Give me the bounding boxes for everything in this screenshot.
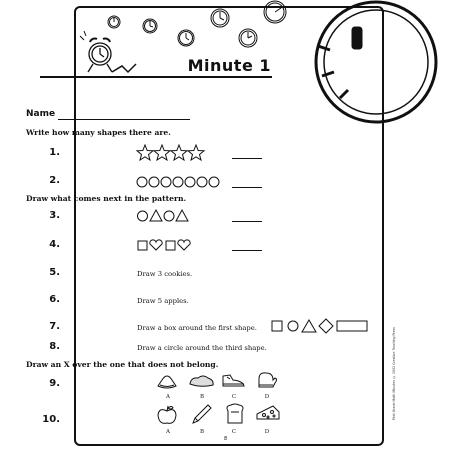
hat-icon (158, 376, 176, 388)
choice-b-label: B (199, 429, 205, 435)
item-4-number: 4. (49, 239, 60, 250)
apple-icon (158, 406, 176, 423)
item-2-number: 2. (49, 175, 60, 186)
pattern-circle-triangle (137, 209, 207, 223)
choice-b-label: B (199, 394, 205, 400)
pattern-square-heart (137, 239, 207, 253)
item-7-text: Draw a box around the first shape. (137, 324, 257, 332)
name-label: Name (26, 109, 56, 119)
choice-a-label: A (166, 394, 170, 400)
choice-c-label: C (231, 429, 237, 435)
item-9-number: 9. (49, 378, 60, 389)
title-underline (40, 76, 272, 78)
shoe-icon (190, 376, 213, 386)
toast-icon (227, 404, 243, 423)
page-number: 8 (224, 436, 228, 442)
item-3-answer-blank[interactable] (232, 221, 262, 222)
page-title: Minute 1 (187, 56, 271, 75)
item-6-text: Draw 5 apples. (137, 297, 189, 305)
choice-d-label: D (264, 429, 270, 435)
item-1-number: 1. (49, 147, 60, 158)
odd-instruction: Draw an X over the one that does not belong. (26, 360, 219, 369)
item-9-pictures (155, 370, 285, 392)
small-clock-icon (108, 1, 286, 47)
item-8-number: 8. (49, 341, 60, 352)
circle-shapes (137, 176, 227, 190)
choice-d-label: D (264, 394, 270, 400)
cheese-icon (257, 406, 279, 419)
alarm-clock-icon (80, 31, 136, 72)
pencil-icon (193, 405, 211, 423)
pattern-instruction: Draw what comes next in the pattern. (26, 194, 187, 203)
star-shapes (137, 144, 217, 164)
mitten-icon (259, 373, 277, 387)
count-instruction: Write how many shapes there are. (26, 128, 171, 137)
sneaker-icon (223, 375, 244, 386)
item-10-number: 10. (42, 414, 60, 425)
choice-a-label: A (166, 429, 170, 435)
item-2-answer-blank[interactable] (232, 187, 262, 188)
item-8-text: Draw a circle around the third shape. (137, 344, 267, 352)
side-credit: First Grade Math Minutes © 2002 Creative Teaching Press (392, 327, 396, 420)
item-3-number: 3. (49, 210, 60, 221)
name-field[interactable] (58, 119, 190, 120)
big-clock-icon (316, 2, 436, 122)
shape-row (272, 318, 372, 334)
item-4-answer-blank[interactable] (232, 250, 262, 251)
item-5-number: 5. (49, 267, 60, 278)
item-5-text: Draw 3 cookies. (137, 270, 193, 278)
item-6-number: 6. (49, 294, 60, 305)
choice-c-label: C (231, 394, 237, 400)
item-10-pictures (155, 403, 285, 427)
item-7-number: 7. (49, 321, 60, 332)
item-1-answer-blank[interactable] (232, 158, 262, 159)
